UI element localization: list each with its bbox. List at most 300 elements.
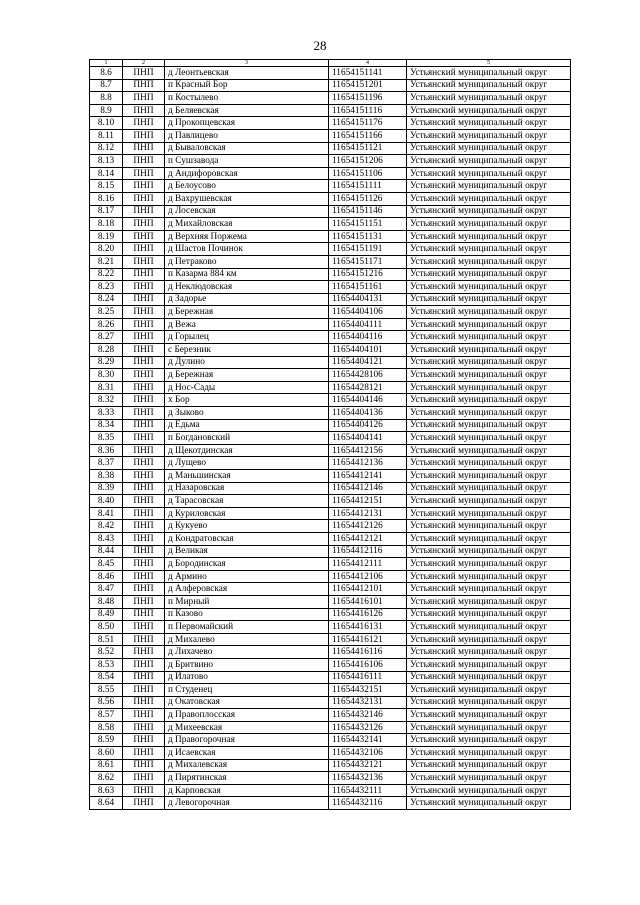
row-number: 8.29 <box>90 356 123 369</box>
oktmo-code: 11654412156 <box>329 444 407 457</box>
settlement-name: д Прокопцевская <box>165 117 329 130</box>
table-row <box>90 306 571 319</box>
settlement-name: д Правогорочная <box>165 734 329 747</box>
oktmo-code: 11654416116 <box>329 646 407 659</box>
table-row <box>90 92 571 105</box>
municipality: Устьянский муниципальный округ <box>407 155 571 168</box>
column-number: 2 <box>123 60 165 67</box>
settlement-name: д Беляевская <box>165 104 329 117</box>
settlement-name: д Исаевская <box>165 747 329 760</box>
municipality: Устьянский муниципальный округ <box>407 747 571 760</box>
column-number-row <box>90 60 571 67</box>
column-number: 4 <box>329 60 407 67</box>
settlement-type: ПНП <box>123 608 165 621</box>
row-number: 8.58 <box>90 721 123 734</box>
table-row <box>90 381 571 394</box>
settlement-type: ПНП <box>123 734 165 747</box>
table-row <box>90 230 571 243</box>
settlement-type: ПНП <box>123 797 165 810</box>
municipality: Устьянский муниципальный округ <box>407 658 571 671</box>
settlement-type: ПНП <box>123 293 165 306</box>
settlement-type: ПНП <box>123 243 165 256</box>
settlement-type: ПНП <box>123 205 165 218</box>
table-row <box>90 721 571 734</box>
municipality: Устьянский муниципальный округ <box>407 646 571 659</box>
row-number: 8.48 <box>90 595 123 608</box>
oktmo-code: 11654412101 <box>329 583 407 596</box>
settlement-type: ПНП <box>123 167 165 180</box>
settlement-type: ПНП <box>123 684 165 697</box>
settlement-type: ПНП <box>123 671 165 684</box>
settlement-name: д Тарасовская <box>165 495 329 508</box>
oktmo-code: 11654151131 <box>329 230 407 243</box>
oktmo-code: 11654432111 <box>329 784 407 797</box>
municipality: Устьянский муниципальный округ <box>407 129 571 142</box>
oktmo-code: 11654432116 <box>329 797 407 810</box>
settlement-name: д Михеевская <box>165 721 329 734</box>
oktmo-code: 11654151146 <box>329 205 407 218</box>
oktmo-code: 11654151161 <box>329 281 407 294</box>
municipality: Устьянский муниципальный округ <box>407 532 571 545</box>
municipality: Устьянский муниципальный округ <box>407 117 571 130</box>
municipality: Устьянский муниципальный округ <box>407 192 571 205</box>
row-number: 8.16 <box>90 192 123 205</box>
row-number: 8.32 <box>90 394 123 407</box>
settlement-type: ПНП <box>123 381 165 394</box>
settlement-name: д Задорье <box>165 293 329 306</box>
settlement-name: д Маньшинская <box>165 470 329 483</box>
row-number: 8.53 <box>90 658 123 671</box>
settlement-name: д Назаровская <box>165 482 329 495</box>
settlement-name: д Андифоровская <box>165 167 329 180</box>
table-row <box>90 155 571 168</box>
municipality: Устьянский муниципальный округ <box>407 318 571 331</box>
oktmo-code: 11654416131 <box>329 621 407 634</box>
municipality: Устьянский муниципальный округ <box>407 772 571 785</box>
oktmo-code: 11654428106 <box>329 369 407 382</box>
table-row <box>90 444 571 457</box>
settlement-name: п Студенец <box>165 684 329 697</box>
table-row <box>90 268 571 281</box>
settlement-type: ПНП <box>123 432 165 445</box>
table-row <box>90 747 571 760</box>
settlement-type: ПНП <box>123 759 165 772</box>
oktmo-code: 11654151141 <box>329 67 407 80</box>
table-row <box>90 507 571 520</box>
municipality: Устьянский муниципальный округ <box>407 520 571 533</box>
settlement-type: ПНП <box>123 369 165 382</box>
municipality: Устьянский муниципальный округ <box>407 797 571 810</box>
row-number: 8.42 <box>90 520 123 533</box>
row-number: 8.40 <box>90 495 123 508</box>
table-row <box>90 621 571 634</box>
settlement-type: ПНП <box>123 306 165 319</box>
municipality: Устьянский муниципальный округ <box>407 243 571 256</box>
table-row <box>90 344 571 357</box>
table-row <box>90 797 571 810</box>
row-number: 8.50 <box>90 621 123 634</box>
settlement-name: п Казарма 884 км <box>165 268 329 281</box>
oktmo-code: 11654151126 <box>329 192 407 205</box>
settlement-name: д Илатово <box>165 671 329 684</box>
table-row <box>90 545 571 558</box>
oktmo-code: 11654412106 <box>329 570 407 583</box>
settlements-table <box>89 59 571 810</box>
municipality: Устьянский муниципальный округ <box>407 696 571 709</box>
oktmo-code: 11654404131 <box>329 293 407 306</box>
settlement-name: д Бережная <box>165 369 329 382</box>
municipality: Устьянский муниципальный округ <box>407 356 571 369</box>
table-row <box>90 331 571 344</box>
settlement-name: п Казово <box>165 608 329 621</box>
settlement-name: д Михайловская <box>165 218 329 231</box>
oktmo-code: 11654428121 <box>329 381 407 394</box>
row-number: 8.35 <box>90 432 123 445</box>
row-number: 8.31 <box>90 381 123 394</box>
row-number: 8.23 <box>90 281 123 294</box>
row-number: 8.61 <box>90 759 123 772</box>
row-number: 8.37 <box>90 457 123 470</box>
oktmo-code: 11654416121 <box>329 633 407 646</box>
table-row <box>90 205 571 218</box>
municipality: Устьянский муниципальный округ <box>407 218 571 231</box>
column-number: 3 <box>165 60 329 67</box>
settlement-type: ПНП <box>123 407 165 420</box>
table-body <box>90 60 571 810</box>
row-number: 8.55 <box>90 684 123 697</box>
oktmo-code: 11654151216 <box>329 268 407 281</box>
oktmo-code: 11654416126 <box>329 608 407 621</box>
oktmo-code: 11654151206 <box>329 155 407 168</box>
oktmo-code: 11654412151 <box>329 495 407 508</box>
settlement-type: ПНП <box>123 129 165 142</box>
settlement-type: ПНП <box>123 192 165 205</box>
municipality: Устьянский муниципальный округ <box>407 381 571 394</box>
municipality: Устьянский муниципальный округ <box>407 67 571 80</box>
table-row <box>90 167 571 180</box>
oktmo-code: 11654151191 <box>329 243 407 256</box>
settlement-name: д Белоусово <box>165 180 329 193</box>
row-number: 8.17 <box>90 205 123 218</box>
table-row <box>90 369 571 382</box>
table-row <box>90 684 571 697</box>
oktmo-code: 11654416101 <box>329 595 407 608</box>
settlement-type: ПНП <box>123 457 165 470</box>
oktmo-code: 11654404146 <box>329 394 407 407</box>
oktmo-code: 11654404141 <box>329 432 407 445</box>
oktmo-code: 11654404101 <box>329 344 407 357</box>
settlement-name: д Великая <box>165 545 329 558</box>
row-number: 8.56 <box>90 696 123 709</box>
settlement-name: д Лосевская <box>165 205 329 218</box>
oktmo-code: 11654412111 <box>329 558 407 571</box>
table-row <box>90 633 571 646</box>
settlement-type: ПНП <box>123 419 165 432</box>
oktmo-code: 11654151116 <box>329 104 407 117</box>
municipality: Устьянский муниципальный округ <box>407 104 571 117</box>
table-row <box>90 67 571 80</box>
table-row <box>90 570 571 583</box>
settlement-name: д Куриловская <box>165 507 329 520</box>
table-row <box>90 520 571 533</box>
settlement-type: ПНП <box>123 142 165 155</box>
settlement-type: ПНП <box>123 218 165 231</box>
municipality: Устьянский муниципальный округ <box>407 633 571 646</box>
municipality: Устьянский муниципальный округ <box>407 268 571 281</box>
municipality: Устьянский муниципальный округ <box>407 432 571 445</box>
table-row <box>90 595 571 608</box>
municipality: Устьянский муниципальный округ <box>407 583 571 596</box>
row-number: 8.12 <box>90 142 123 155</box>
oktmo-code: 11654432146 <box>329 709 407 722</box>
row-number: 8.34 <box>90 419 123 432</box>
oktmo-code: 11654151171 <box>329 255 407 268</box>
settlement-name: д Бритвино <box>165 658 329 671</box>
row-number: 8.63 <box>90 784 123 797</box>
table-row <box>90 470 571 483</box>
oktmo-code: 11654412146 <box>329 482 407 495</box>
settlement-name: д Михалевская <box>165 759 329 772</box>
table-row <box>90 218 571 231</box>
settlement-type: ПНП <box>123 268 165 281</box>
row-number: 8.26 <box>90 318 123 331</box>
settlement-name: д Шастов Починок <box>165 243 329 256</box>
municipality: Устьянский муниципальный округ <box>407 558 571 571</box>
row-number: 8.27 <box>90 331 123 344</box>
settlement-name: д Михалево <box>165 633 329 646</box>
oktmo-code: 11654412116 <box>329 545 407 558</box>
row-number: 8.59 <box>90 734 123 747</box>
table-row <box>90 532 571 545</box>
row-number: 8.64 <box>90 797 123 810</box>
municipality: Устьянский муниципальный округ <box>407 142 571 155</box>
row-number: 8.62 <box>90 772 123 785</box>
page-number: 28 <box>313 38 327 53</box>
oktmo-code: 11654432121 <box>329 759 407 772</box>
table-row <box>90 255 571 268</box>
oktmo-code: 11654412136 <box>329 457 407 470</box>
oktmo-code: 11654151121 <box>329 142 407 155</box>
settlement-type: ПНП <box>123 696 165 709</box>
row-number: 8.52 <box>90 646 123 659</box>
municipality: Устьянский муниципальный округ <box>407 684 571 697</box>
row-number: 8.13 <box>90 155 123 168</box>
municipality: Устьянский муниципальный округ <box>407 394 571 407</box>
settlement-name: д Петраково <box>165 255 329 268</box>
settlement-type: ПНП <box>123 646 165 659</box>
settlement-name: д Щекотдинская <box>165 444 329 457</box>
oktmo-code: 11654416106 <box>329 658 407 671</box>
oktmo-code: 11654151176 <box>329 117 407 130</box>
settlement-name: д Лихачево <box>165 646 329 659</box>
table-row <box>90 293 571 306</box>
row-number: 8.60 <box>90 747 123 760</box>
settlement-type: ПНП <box>123 67 165 80</box>
row-number: 8.41 <box>90 507 123 520</box>
row-number: 8.18 <box>90 218 123 231</box>
settlement-type: ПНП <box>123 104 165 117</box>
settlement-name: д Вахрушевская <box>165 192 329 205</box>
municipality: Устьянский муниципальный округ <box>407 331 571 344</box>
municipality: Устьянский муниципальный округ <box>407 344 571 357</box>
settlement-type: ПНП <box>123 558 165 571</box>
oktmo-code: 11654404111 <box>329 318 407 331</box>
oktmo-code: 11654432136 <box>329 772 407 785</box>
settlement-type: ПНП <box>123 747 165 760</box>
table-row <box>90 646 571 659</box>
row-number: 8.25 <box>90 306 123 319</box>
table-row <box>90 407 571 420</box>
municipality: Устьянский муниципальный округ <box>407 671 571 684</box>
table-row <box>90 784 571 797</box>
municipality: Устьянский муниципальный округ <box>407 306 571 319</box>
settlement-name: п Красный Бор <box>165 79 329 92</box>
municipality: Устьянский муниципальный округ <box>407 507 571 520</box>
settlement-type: ПНП <box>123 331 165 344</box>
settlement-name: д Карповская <box>165 784 329 797</box>
table-row <box>90 142 571 155</box>
settlement-name: п Сушзавода <box>165 155 329 168</box>
row-number: 8.36 <box>90 444 123 457</box>
table-row <box>90 671 571 684</box>
municipality: Устьянский муниципальный округ <box>407 734 571 747</box>
row-number: 8.28 <box>90 344 123 357</box>
oktmo-code: 11654432141 <box>329 734 407 747</box>
settlement-type: ПНП <box>123 532 165 545</box>
municipality: Устьянский муниципальный округ <box>407 709 571 722</box>
municipality: Устьянский муниципальный округ <box>407 167 571 180</box>
row-number: 8.43 <box>90 532 123 545</box>
table-row <box>90 394 571 407</box>
table-row <box>90 495 571 508</box>
municipality: Устьянский муниципальный округ <box>407 180 571 193</box>
table-row <box>90 432 571 445</box>
municipality: Устьянский муниципальный округ <box>407 92 571 105</box>
table-row <box>90 709 571 722</box>
settlement-type: ПНП <box>123 117 165 130</box>
settlement-type: ПНП <box>123 482 165 495</box>
settlement-type: ПНП <box>123 318 165 331</box>
table-row <box>90 243 571 256</box>
settlement-type: ПНП <box>123 255 165 268</box>
row-number: 8.39 <box>90 482 123 495</box>
row-number: 8.20 <box>90 243 123 256</box>
settlement-type: ПНП <box>123 344 165 357</box>
municipality: Устьянский муниципальный округ <box>407 230 571 243</box>
settlement-name: п Костылево <box>165 92 329 105</box>
settlement-type: ПНП <box>123 658 165 671</box>
settlement-type: ПНП <box>123 180 165 193</box>
municipality: Устьянский муниципальный округ <box>407 595 571 608</box>
settlement-type: ПНП <box>123 230 165 243</box>
row-number: 8.44 <box>90 545 123 558</box>
municipality: Устьянский муниципальный округ <box>407 495 571 508</box>
settlement-name: д Едьма <box>165 419 329 432</box>
settlement-type: ПНП <box>123 79 165 92</box>
table-row <box>90 658 571 671</box>
municipality: Устьянский муниципальный округ <box>407 293 571 306</box>
row-number: 8.33 <box>90 407 123 420</box>
oktmo-code: 11654412141 <box>329 470 407 483</box>
table-row <box>90 759 571 772</box>
settlement-name: д Кондратовская <box>165 532 329 545</box>
row-number: 8.11 <box>90 129 123 142</box>
municipality: Устьянский муниципальный округ <box>407 281 571 294</box>
municipality: Устьянский муниципальный округ <box>407 759 571 772</box>
row-number: 8.49 <box>90 608 123 621</box>
settlement-name: д Лущево <box>165 457 329 470</box>
municipality: Устьянский муниципальный округ <box>407 570 571 583</box>
settlement-name: д Зыково <box>165 407 329 420</box>
oktmo-code: 11654404126 <box>329 419 407 432</box>
row-number: 8.7 <box>90 79 123 92</box>
table-row <box>90 356 571 369</box>
settlement-name: д Бережная <box>165 306 329 319</box>
settlement-type: ПНП <box>123 92 165 105</box>
row-number: 8.30 <box>90 369 123 382</box>
settlement-name: д Окатовская <box>165 696 329 709</box>
settlement-type: ПНП <box>123 281 165 294</box>
table-row <box>90 482 571 495</box>
municipality: Устьянский муниципальный округ <box>407 457 571 470</box>
table-row <box>90 79 571 92</box>
settlement-type: ПНП <box>123 570 165 583</box>
oktmo-code: 11654151196 <box>329 92 407 105</box>
municipality: Устьянский муниципальный округ <box>407 470 571 483</box>
municipality: Устьянский муниципальный округ <box>407 621 571 634</box>
settlement-type: ПНП <box>123 444 165 457</box>
row-number: 8.46 <box>90 570 123 583</box>
table-row <box>90 583 571 596</box>
oktmo-code: 11654151166 <box>329 129 407 142</box>
settlement-type: ПНП <box>123 470 165 483</box>
settlement-type: ПНП <box>123 394 165 407</box>
settlement-name: п Первомайский <box>165 621 329 634</box>
oktmo-code: 11654416111 <box>329 671 407 684</box>
row-number: 8.19 <box>90 230 123 243</box>
table-row <box>90 180 571 193</box>
table-row <box>90 734 571 747</box>
settlement-name: п Богдановский <box>165 432 329 445</box>
settlement-name: д Дулино <box>165 356 329 369</box>
table-row <box>90 192 571 205</box>
municipality: Устьянский муниципальный округ <box>407 205 571 218</box>
table-row <box>90 318 571 331</box>
settlement-type: ПНП <box>123 621 165 634</box>
settlement-type: ПНП <box>123 155 165 168</box>
settlement-type: ПНП <box>123 507 165 520</box>
oktmo-code: 11654432106 <box>329 747 407 760</box>
settlement-name: д Неклюдовская <box>165 281 329 294</box>
row-number: 8.8 <box>90 92 123 105</box>
settlement-name: д Бываловская <box>165 142 329 155</box>
settlement-type: ПНП <box>123 772 165 785</box>
row-number: 8.21 <box>90 255 123 268</box>
row-number: 8.10 <box>90 117 123 130</box>
row-number: 8.24 <box>90 293 123 306</box>
oktmo-code: 11654412131 <box>329 507 407 520</box>
column-number: 1 <box>90 60 123 67</box>
oktmo-code: 11654151201 <box>329 79 407 92</box>
settlement-name: х Бор <box>165 394 329 407</box>
settlement-type: ПНП <box>123 721 165 734</box>
settlement-name: п Мирный <box>165 595 329 608</box>
municipality: Устьянский муниципальный округ <box>407 482 571 495</box>
settlement-name: д Павлицево <box>165 129 329 142</box>
table-row <box>90 608 571 621</box>
column-number: 5 <box>407 60 571 67</box>
settlement-name: д Бородинская <box>165 558 329 571</box>
